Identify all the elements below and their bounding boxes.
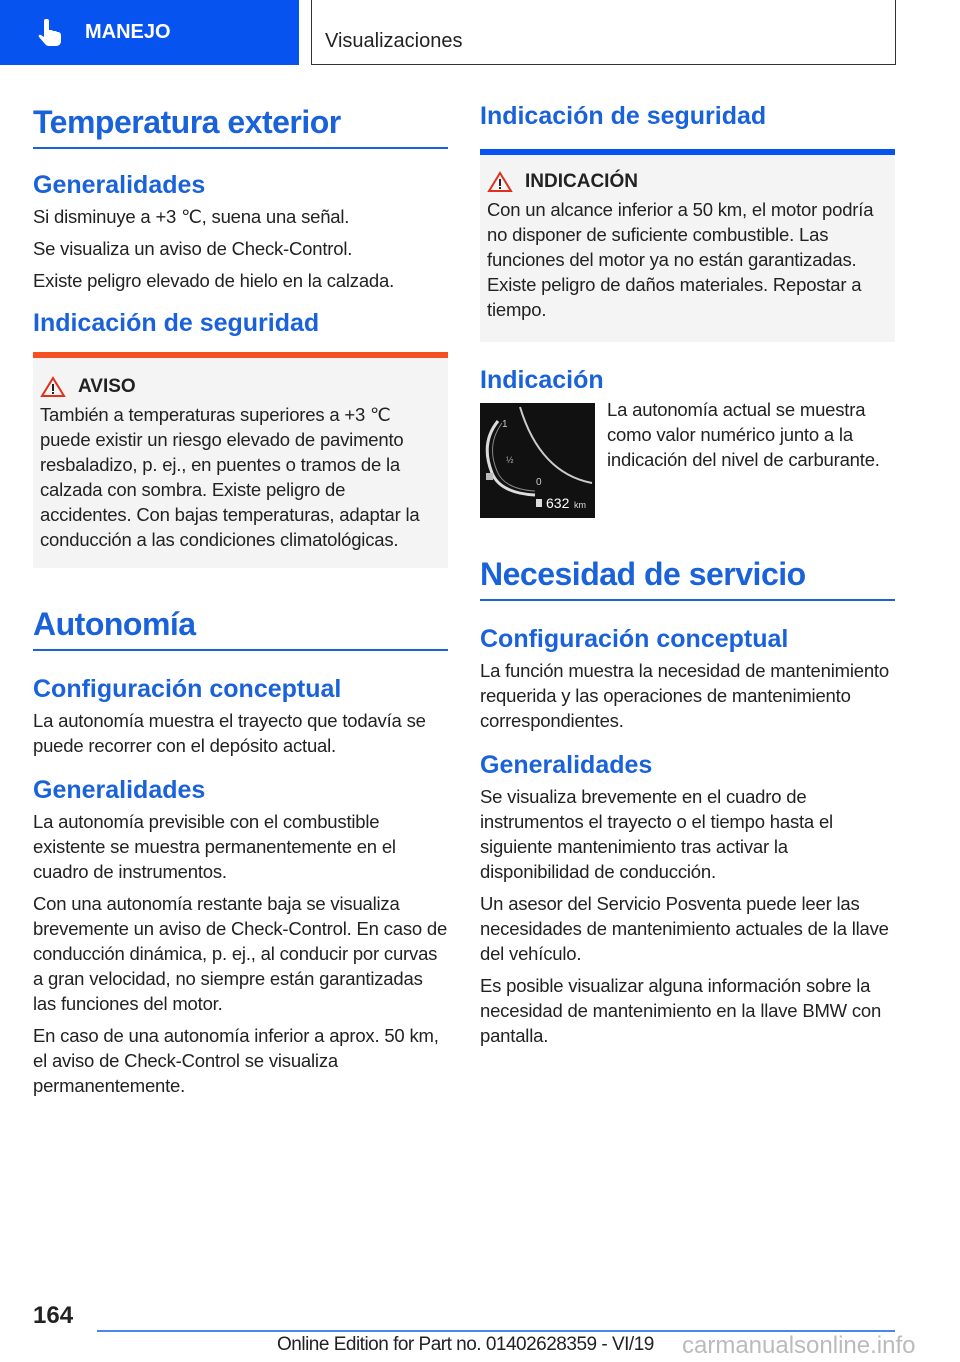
paragraph: Es posible visualizar alguna información sobre la necesidad de mantenimiento en la llave BMW con pantalla. bbox=[480, 975, 882, 1046]
paragraph: Si disminuye a +3 ℃, suena una señal. bbox=[33, 206, 350, 227]
warning-triangle-icon bbox=[40, 376, 66, 398]
heading-configuracion: Configuración conceptual bbox=[33, 675, 342, 703]
paragraph: La autonomía muestra el trayecto que todavía se puede recorrer con el depósito actual. bbox=[33, 710, 426, 756]
watermark: carmanualsonline.info bbox=[682, 1332, 916, 1359]
heading-generalidades-2: Generalidades bbox=[33, 776, 206, 804]
page-number: 164 bbox=[33, 1302, 74, 1329]
heading-configuracion-right: Configuración conceptual bbox=[480, 625, 789, 653]
notice-text: Con un alcance inferior a 50 km, el motor podría no disponer de suficiente combustible. Las funciones del motor ya no están garantizadas. Existe peligro de daños materiales. Repostar a tiempo. bbox=[487, 199, 874, 320]
heading-seguridad: Indicación de seguridad bbox=[33, 309, 320, 337]
gauge-full: 1 bbox=[502, 419, 508, 430]
heading-generalidades-right: Generalidades bbox=[480, 751, 653, 779]
indicacion-text: La autonomía actual se muestra como valor numérico junto a la indicación del nivel de carburante. bbox=[607, 399, 880, 470]
section-tab bbox=[0, 0, 299, 65]
warning-box bbox=[33, 358, 448, 568]
gauge-empty: 0 bbox=[536, 477, 542, 488]
fuel-gauge-image bbox=[480, 403, 595, 518]
range-value: 632 bbox=[546, 495, 570, 511]
paragraph: La autonomía previsible con el combustible existente se muestra permanentemente en el cuadro de instrumentos. bbox=[33, 811, 396, 882]
range-unit: km bbox=[574, 500, 586, 510]
paragraph: Existe peligro elevado de hielo en la calzada. bbox=[33, 270, 395, 291]
hand-pointer-icon bbox=[38, 19, 64, 47]
gauge-half: ½ bbox=[506, 455, 514, 465]
section-label: MANEJO bbox=[85, 21, 171, 43]
paragraph: En caso de una autonomía inferior a aprox. 50 km, el aviso de Check-Control se visualiza permanentemente. bbox=[33, 1025, 439, 1096]
heading-indicacion: Indicación bbox=[480, 366, 604, 394]
notice-box bbox=[480, 155, 895, 342]
paragraph: Se visualiza un aviso de Check-Control. bbox=[33, 238, 353, 259]
fuel-pump-icon bbox=[486, 473, 493, 480]
edition-text: Online Edition for Part no. 01402628359 - VI/19 bbox=[277, 1334, 654, 1355]
notice-label: INDICACIÓN bbox=[525, 171, 638, 192]
warning-label: AVISO bbox=[78, 376, 136, 397]
chapter-label: Visualizaciones bbox=[311, 0, 896, 65]
paragraph: Se visualiza brevemente en el cuadro de instrumentos el trayecto o el tiempo hasta el siguiente mantenimiento tras activar la disponibilidad de conducción. bbox=[480, 786, 833, 882]
heading-temperatura: Temperatura exterior bbox=[33, 104, 448, 149]
right-column bbox=[480, 102, 895, 1055]
heading-seguridad-right: Indicación de seguridad bbox=[480, 102, 767, 130]
fuel-pump-icon bbox=[536, 499, 542, 507]
paragraph: Un asesor del Servicio Posventa puede leer las necesidades de mantenimiento actuales de la llave del vehículo. bbox=[480, 893, 889, 964]
heading-autonomia: Autonomía bbox=[33, 606, 448, 651]
heading-generalidades: Generalidades bbox=[33, 171, 206, 199]
warning-text: También a temperaturas superiores a +3 ℃ puede existir un riesgo elevado de pavimento resbaladizo, p. ej., en puentes o tramos de la calzada con sombra. Existe peligro de accidentes. Con bajas temperaturas, adaptar la conducción a las condiciones climatológicas. bbox=[40, 404, 420, 550]
warning-triangle-icon bbox=[487, 171, 513, 193]
heading-servicio: Necesidad de servicio bbox=[480, 556, 895, 601]
paragraph: Con una autonomía restante baja se visualiza brevemente un aviso de Check-Control. En caso de conducción dinámica, p. ej., al conducir por curvas a gran velocidad, no siempre están garantizadas las funciones del motor. bbox=[33, 893, 448, 1014]
paragraph: La función muestra la necesidad de mantenimiento requerida y las operaciones de mantenimiento correspondientes. bbox=[480, 660, 889, 731]
left-column bbox=[33, 104, 448, 1105]
